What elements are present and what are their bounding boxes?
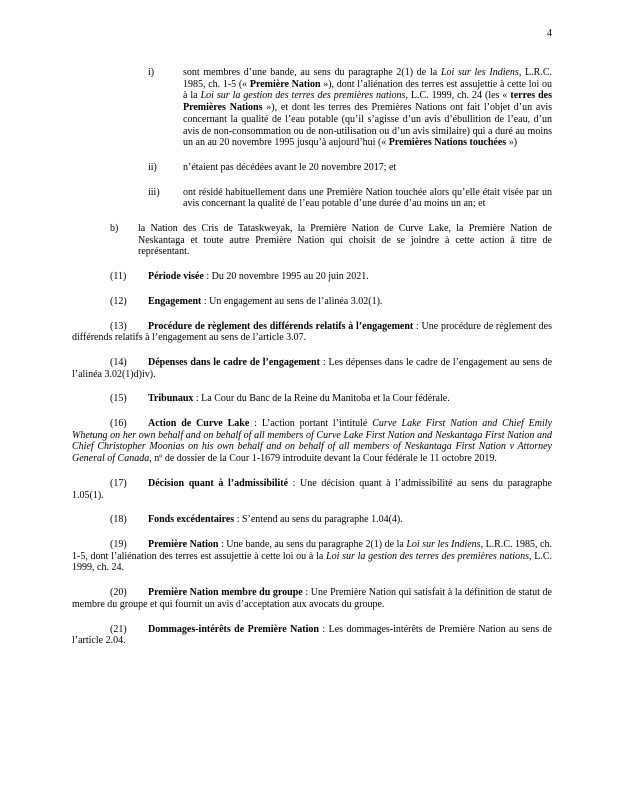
text-segment: : La Cour du Banc de la Reine du Manitoba et la Cour fédérale.	[193, 393, 450, 405]
definition-paragraph	[72, 393, 552, 405]
definition-paragraph	[72, 587, 552, 610]
item-marker: (18)	[110, 514, 127, 526]
text-segment: Loi sur la gestion des terres des premières nations	[326, 550, 529, 562]
text-segment: : Les dépenses dans le cadre de l’engagement au sens de l’alinéa 3.02(1)d)iv).	[72, 356, 553, 380]
text-segment: »), et dont les terres des Premières Nations ont fait l’objet d’un avis concernant la qualité de l’eau potable (qu’il s’agisse d’un avis d’ébullition de l’eau, d’un avis de non-consommation ou de non-utilisation ou d’un avis similaire) qui a duré au moins un an au 20 novembre 1995 jusqu’à aujourd’hui («	[183, 102, 552, 149]
text-segment: Procédure de règlement des différends relatifs à l’engagement	[148, 320, 414, 332]
text-segment: : Une procédure de règlement des différends relatifs à l’engagement au sens de l’article 3.07.	[72, 320, 552, 344]
text-segment: n’étaient pas décédées avant le 20 novembre 2017; et	[183, 161, 397, 173]
text-segment: Tribunaux	[148, 393, 194, 405]
text-segment: Curve Lake First Nation and Chief Emily Whetung on her own behalf and on behalf of all members of Curve Lake First Nation and Neskantaga First Nation and Chief Christopher Moonias on his own behalf and on behalf of all members of Neskantaga First Nation v Attorney General of Canada	[72, 418, 552, 465]
text-segment: : S’entend au sens du paragraphe 1.04(4).	[234, 514, 403, 526]
text-segment: , L.R.C. 1985, ch. 1-5 («	[183, 67, 552, 90]
item-marker: (21)	[110, 623, 127, 635]
text-segment: la Nation des Cris de Tataskweyak, la Première Nation de Curve Lake, la Première Nation de Neskantaga et toute autre Première Nation qui choisit de se joindre à cette action à titre de représentant.	[138, 223, 552, 258]
item-marker: (17)	[110, 477, 127, 489]
definition-paragraph	[72, 514, 552, 526]
text-segment: sont membres d’une bande, au sens du paragraphe 2(1) de la	[183, 67, 441, 78]
text-segment: , L.R.C. 1985, ch. 1-5, dont l’aliénation des terres est assujettie à cette loi ou à la	[72, 538, 552, 562]
text-segment: »), dont l’aliénation des terres est assujettie à cette loi ou à la	[183, 78, 552, 102]
text-segment: , L.C. 1999, ch. 24 (les «	[405, 90, 511, 102]
text-segment: Dépenses dans le cadre de l’engagement	[148, 356, 320, 368]
definition-paragraph	[72, 478, 552, 501]
text-segment: Action de Curve Lake	[148, 418, 250, 430]
text-segment: ont résidé habituellement dans une Première Nation touchée alors qu’elle était visée par un avis concernant la qualité de l’eau potable d’une durée d’au moins un an; et	[183, 186, 552, 210]
text-segment: : Une Première Nation qui satisfait à la définition de statut de membre du groupe et qui fournit un avis d’acceptation aux avocats du groupe.	[72, 587, 552, 610]
item-marker: iii)	[148, 186, 160, 198]
item-marker: (15)	[110, 393, 127, 405]
item-text	[148, 296, 382, 307]
item-text	[183, 67, 552, 148]
text-segment: terres des Premières Nations	[183, 90, 553, 114]
list-item	[110, 223, 552, 258]
item-marker: (16)	[110, 418, 127, 430]
text-segment: : Une bande, au sens du paragraphe 2(1) de la	[218, 538, 407, 550]
list-item	[148, 186, 552, 210]
definition-paragraph	[72, 296, 552, 308]
text-segment: , nº de dossier de la Cour 1-1679 introduite devant la Cour fédérale le 11 octobre 2019.	[149, 453, 497, 465]
page-number: 4	[547, 28, 552, 39]
text-segment: Dommages-intérêts de Première Nation	[148, 623, 319, 635]
item-marker: ii)	[148, 161, 157, 173]
item-marker: b)	[110, 223, 119, 235]
item-text	[183, 162, 396, 173]
text-segment: Première Nation	[249, 78, 321, 90]
item-marker: (11)	[110, 271, 127, 283]
item-marker: (19)	[110, 538, 127, 550]
item-marker: (12)	[110, 295, 127, 307]
text-segment: »)	[506, 137, 518, 149]
item-marker: i)	[148, 67, 155, 78]
document-body	[72, 67, 552, 647]
item-marker: (13)	[110, 320, 127, 332]
text-segment: Premières Nations touchées	[388, 137, 507, 149]
item-text	[148, 393, 450, 404]
list-item	[148, 67, 553, 149]
text-segment: : Un engagement au sens de l’alinéa 3.02(1).	[201, 295, 383, 307]
definition-paragraph	[72, 418, 552, 465]
item-marker: (14)	[110, 356, 127, 368]
text-segment: : Du 20 novembre 1995 au 20 juin 2021.	[203, 271, 369, 283]
text-segment: Première Nation	[148, 538, 219, 550]
item-text	[183, 187, 552, 210]
definition-paragraph	[72, 357, 552, 380]
item-marker: (20)	[110, 587, 127, 599]
item-text	[148, 514, 403, 525]
text-segment: : Les dommages-intérêts de Première Nation au sens de l’article 2.04.	[72, 623, 552, 647]
text-segment: Loi sur les Indiens	[440, 67, 519, 78]
text-segment: : L’action portant l’intitulé	[249, 418, 373, 430]
text-segment: Engagement	[148, 295, 202, 307]
definition-paragraph	[72, 539, 552, 574]
text-segment: Loi sur les Indiens	[406, 538, 481, 550]
text-segment: Première Nation membre du groupe	[148, 587, 303, 599]
text-segment: : Une décision quant à l’admissibilité au sens du paragraphe 1.05(1).	[72, 477, 552, 501]
item-text	[148, 271, 369, 282]
text-segment: Loi sur la gestion des terres des premières nations	[200, 90, 406, 102]
definition-paragraph	[72, 321, 552, 344]
text-segment: Fonds excédentaires	[148, 514, 235, 526]
item-text	[138, 223, 552, 257]
definition-paragraph	[72, 271, 552, 283]
text-segment: Période visée	[148, 271, 204, 283]
list-item	[148, 161, 552, 174]
text-segment: , L.C. 1999, ch. 24.	[72, 550, 552, 574]
text-segment: Décision quant à l’admissibilité	[148, 477, 289, 489]
definition-paragraph	[72, 624, 552, 647]
